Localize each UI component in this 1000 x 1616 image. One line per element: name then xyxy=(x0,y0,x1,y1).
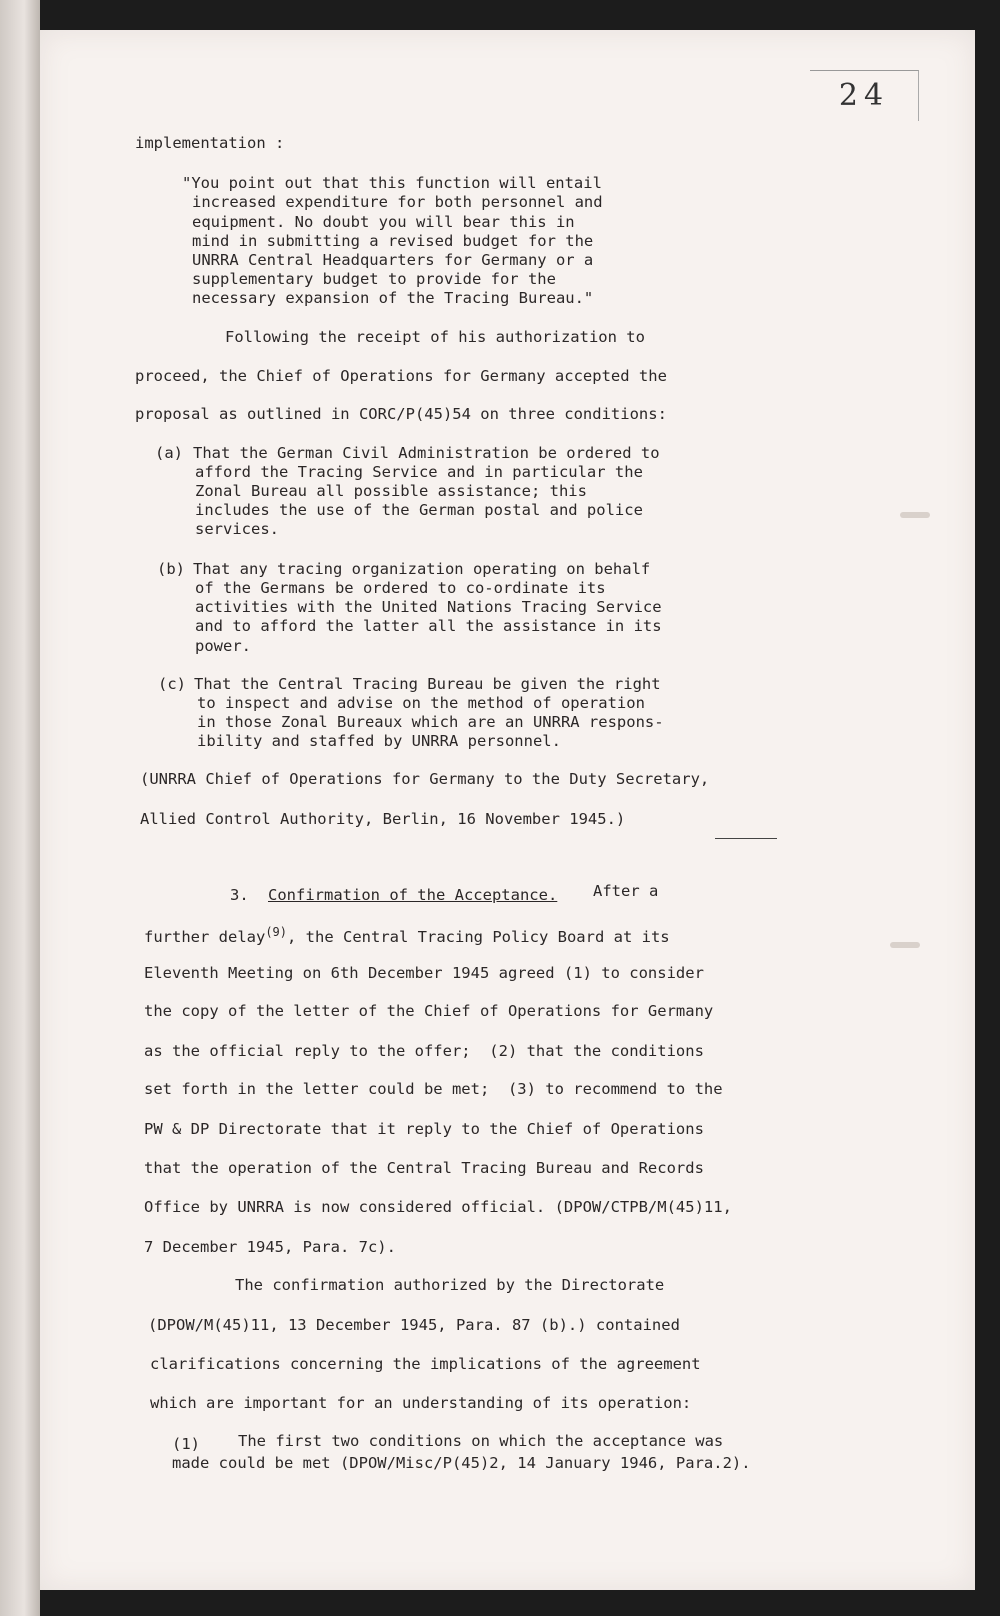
paper-speck xyxy=(890,942,920,948)
quote-line: "You point out that this function will entail xyxy=(182,174,602,192)
text-line: the copy of the letter of the Chief of Operations for Germany xyxy=(144,1002,714,1020)
condition-label: (a) xyxy=(155,444,183,462)
item-label: (1) xyxy=(172,1435,200,1453)
text-line: 7 December 1945, Para. 7c). xyxy=(144,1238,396,1256)
text-line xyxy=(144,925,670,946)
text-line: Eleventh Meeting on 6th December 1945 agreed (1) to consider xyxy=(144,964,704,982)
condition-line: That any tracing organization operating on behalf xyxy=(193,560,651,578)
paper-speck xyxy=(900,512,930,518)
text-line: The first two conditions on which the acceptance was xyxy=(238,1432,724,1450)
condition-line: power. xyxy=(195,637,251,655)
text-line: proceed, the Chief of Operations for Germany accepted the xyxy=(135,367,667,385)
condition-line: of the Germans be ordered to co-ordinate its xyxy=(195,579,606,597)
condition-line: and to afford the latter all the assistance in its xyxy=(195,617,662,635)
text-line: made could be met (DPOW/Misc/P(45)2, 14 January 1946, Para.2). xyxy=(172,1454,751,1472)
condition-line: activities with the United Nations Tracing Service xyxy=(195,598,662,616)
quote-line: necessary expansion of the Tracing Bureau." xyxy=(192,289,594,307)
text-fragment: , the Central Tracing Policy Board at its xyxy=(287,928,670,947)
text-line: that the operation of the Central Tracing Bureau and Records xyxy=(144,1159,704,1177)
condition-line: services. xyxy=(195,520,279,538)
footnote-ref: (9) xyxy=(265,925,288,939)
previous-page-edge xyxy=(0,0,40,1616)
quote-line: UNRRA Central Headquarters for Germany or a xyxy=(192,251,594,269)
citation-line: (UNRRA Chief of Operations for Germany to the Duty Secretary, xyxy=(140,770,710,788)
text-line: After a xyxy=(593,882,659,900)
text-line: Following the receipt of his authorization to xyxy=(225,328,645,346)
quote-line: mind in submitting a revised budget for the xyxy=(192,232,594,250)
text-line: Office by UNRRA is now considered official. (DPOW/CTPB/M(45)11, xyxy=(144,1198,732,1216)
condition-line: Zonal Bureau all possible assistance; this xyxy=(195,482,587,500)
text-line: as the official reply to the offer; (2) that the conditions xyxy=(144,1042,704,1060)
page-number: 24 xyxy=(810,70,919,121)
condition-line: That the German Civil Administration be ordered to xyxy=(193,444,660,462)
text-line: proposal as outlined in CORC/P(45)54 on three conditions: xyxy=(135,405,667,423)
condition-line: That the Central Tracing Bureau be given the right xyxy=(194,675,661,693)
text-line: clarifications concerning the implications of the agreement xyxy=(150,1355,701,1373)
quote-line: equipment. No doubt you will bear this in xyxy=(192,213,575,231)
text-line: implementation : xyxy=(135,134,285,152)
quote-line: supplementary budget to provide for the xyxy=(192,270,556,288)
text-line: PW & DP Directorate that it reply to the Chief of Operations xyxy=(144,1120,704,1138)
condition-label: (b) xyxy=(157,560,185,578)
document-page xyxy=(40,30,975,1590)
text-line: The confirmation authorized by the Directorate xyxy=(235,1276,665,1294)
section-heading: Confirmation of the Acceptance. xyxy=(268,886,558,904)
section-number: 3. xyxy=(230,886,249,904)
citation-line: Allied Control Authority, Berlin, 16 November 1945.) xyxy=(140,810,626,828)
text-line: which are important for an understanding of its operation: xyxy=(150,1394,692,1412)
condition-line: afford the Tracing Service and in particular the xyxy=(195,463,643,481)
text-line: (DPOW/M(45)11, 13 December 1945, Para. 87 (b).) contained xyxy=(148,1316,680,1334)
condition-line: to inspect and advise on the method of operation xyxy=(197,694,645,712)
condition-line: in those Zonal Bureaux which are an UNRRA respons- xyxy=(197,713,664,731)
text-fragment: further delay xyxy=(144,928,266,947)
text-line: set forth in the letter could be met; (3) to recommend to the xyxy=(144,1080,723,1098)
condition-line: includes the use of the German postal and police xyxy=(195,501,643,519)
quote-line: increased expenditure for both personnel and xyxy=(192,193,603,211)
end-rule xyxy=(715,838,777,839)
condition-label: (c) xyxy=(158,675,186,693)
condition-line: ibility and staffed by UNRRA personnel. xyxy=(197,732,561,750)
